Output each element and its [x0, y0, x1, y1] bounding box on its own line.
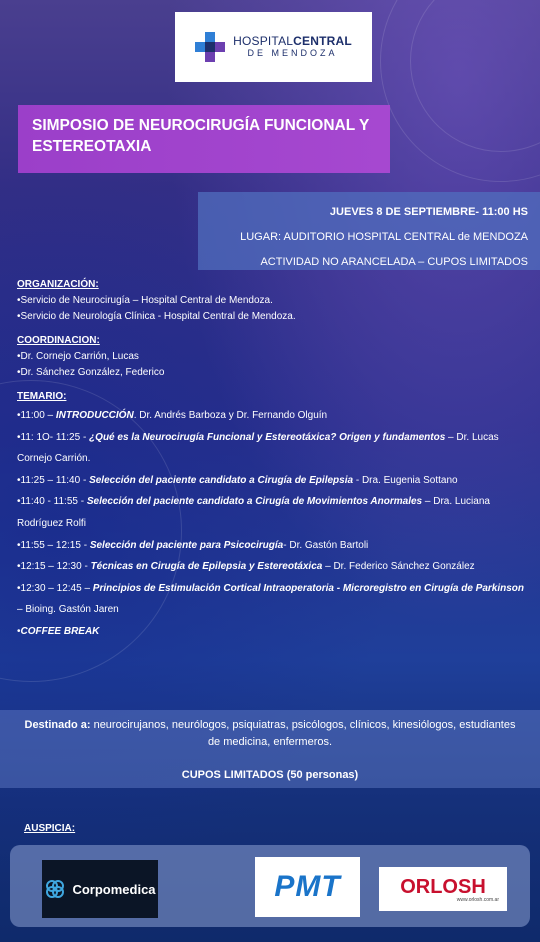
hospital-logo	[175, 12, 372, 82]
agenda-item: •COFFEE BREAK	[17, 625, 100, 637]
event-date: JUEVES 8 DE SEPTIEMBRE- 11:00 HS	[329, 206, 528, 218]
orlosh-url: www.orlosh.com.ar	[456, 896, 499, 903]
logo-central: CENTRAL	[293, 34, 352, 49]
temario-heading: TEMARIO:	[17, 391, 67, 402]
page-title: SIMPOSIO DE NEUROCIRUGÍA FUNCIONAL Y ESTEREOTAXIA	[32, 117, 370, 155]
organizacion-heading: ORGANIZACIÓN:	[17, 279, 99, 290]
orlosh-logo	[379, 867, 507, 911]
title-banner	[18, 105, 390, 173]
logo-hospital: HOSPITAL	[233, 34, 294, 49]
coordinacion-heading: COORDINACION:	[17, 335, 100, 346]
audience-text: neurocirujanos, neurólogos, psiquiatras, psicólogos, clínicos, kinesiólogos, estudiantes de medicina, enfermeros.	[90, 719, 516, 748]
capacity-note: CUPOS LIMITADOS (50 personas)	[181, 769, 359, 781]
temario-section	[17, 389, 527, 643]
sponsors-heading: AUSPICIA:	[24, 823, 76, 834]
pmt-logo	[255, 857, 360, 917]
agenda-item: •11:00 – INTRODUCCIÓN. Dr. Andrés Barboza y Dr. Fernando Olguín	[17, 410, 328, 421]
logo-city: DE MENDOZA	[247, 47, 338, 58]
organizacion-section	[17, 277, 527, 325]
agenda-item: •11: 1O- 11:25 - ¿Qué es la Neurocirugía Funcional y Estereotáxica? Origen y fundamentos – Dr. Lucas Cornejo Carrión.	[17, 431, 499, 465]
agenda-item: •12:30 – 12:45 – Principios de Estimulación Cortical Intraoperatoria - Microregistro en Cirugía de Parkinson – Bioing. Gastón Jaren	[17, 582, 525, 616]
pmt-name: PMT	[274, 870, 341, 903]
orlosh-name: ORLOSH	[400, 875, 486, 898]
agenda-item: •11:55 – 12:15 - Selección del paciente para Psicocirugía- Dr. Gastón Bartoli	[17, 539, 369, 551]
agenda-item: •11:40 - 11:55 - Selección del paciente candidato a Cirugía de Movimientos Anormales – Dra. Luciana Rodríguez Rolfi	[17, 496, 490, 529]
organizacion-item: •Servicio de Neurología Clínica - Hospital Central de Mendoza.	[17, 311, 296, 322]
sponsor-bar	[10, 845, 530, 927]
agenda-item: •12:15 – 12:30 - Técnicas en Cirugía de Epilepsia y Estereotáxica – Dr. Federico Sánchez González	[17, 561, 475, 573]
event-place: LUGAR: AUDITORIO HOSPITAL CENTRAL de MENDOZA	[240, 231, 528, 243]
hospital-cross-icon	[195, 32, 225, 62]
coordinacion-item: •Dr. Cornejo Carrión, Lucas	[17, 351, 139, 362]
corpomedica-name: Corpomedica	[72, 881, 156, 897]
corpomedica-icon	[44, 878, 66, 900]
event-info-box	[198, 192, 540, 270]
event-fee: ACTIVIDAD NO ARANCELADA – CUPOS LIMITADOS	[260, 256, 528, 268]
corpomedica-logo	[42, 860, 158, 918]
coordinacion-item: •Dr. Sánchez González, Federico	[17, 367, 165, 378]
audience-label: Destinado a:	[24, 719, 91, 731]
program-content	[17, 277, 527, 651]
coordinacion-section	[17, 333, 527, 381]
audience-box	[0, 710, 540, 788]
agenda-item: •11:25 – 11:40 - Selección del paciente candidato a Cirugía de Epilepsia - Dra. Eugenia Sottano	[17, 474, 458, 486]
organizacion-item: •Servicio de Neurocirugía – Hospital Central de Mendoza.	[17, 295, 273, 306]
